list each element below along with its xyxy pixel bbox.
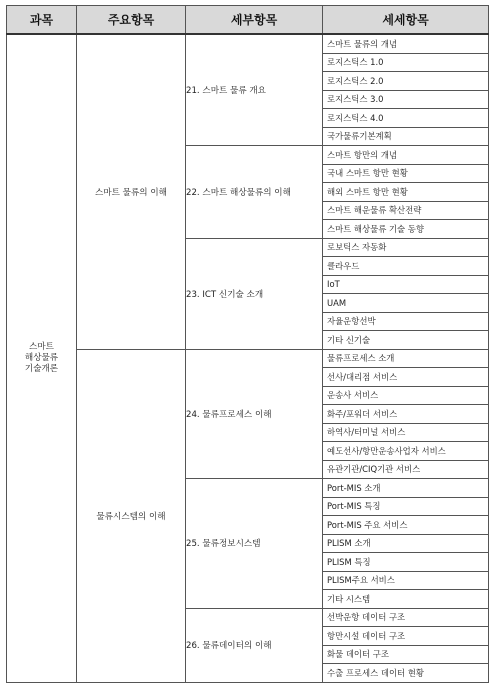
detail-item-cell: 자율운항선박 (323, 312, 489, 331)
course-cell: 스마트 해상물류 기술개론 (7, 34, 77, 682)
table-row (7, 34, 489, 53)
detail-item-cell: UAM (323, 294, 489, 313)
detail-item-cell: 해외 스마트 항만 현황 (323, 183, 489, 202)
detail-item-cell: 스마트 해상물류 기술 동향 (323, 220, 489, 239)
sub-item-cell: 24. 물류프로세스 이해 (186, 349, 323, 479)
detail-item-cell: 선박운항 데이터 구조 (323, 608, 489, 627)
detail-item-cell: 기타 시스템 (323, 590, 489, 609)
detail-item-cell: 화물 데이터 구조 (323, 645, 489, 664)
detail-item-cell: 스마트 항만의 개념 (323, 146, 489, 165)
detail-item-cell: 국내 스마트 항만 현황 (323, 164, 489, 183)
detail-item-cell: 기타 신기술 (323, 331, 489, 350)
sub-item-cell: 21. 스마트 물류 개요 (186, 34, 323, 146)
detail-item-cell: IoT (323, 275, 489, 294)
detail-item-cell: 로지스틱스 2.0 (323, 72, 489, 91)
detail-item-cell: 로지스틱스 1.0 (323, 53, 489, 72)
table-row (7, 349, 489, 368)
detail-item-cell: PLISM주요 서비스 (323, 571, 489, 590)
main-item-cell: 물류시스템의 이해 (77, 349, 186, 682)
curriculum-table (6, 5, 489, 683)
detail-item-cell: Port-MIS 특징 (323, 497, 489, 516)
main-item-cell: 스마트 물류의 이해 (77, 34, 186, 349)
detail-item-cell: 국가물류기본계획 (323, 127, 489, 146)
detail-item-cell: 로지스틱스 3.0 (323, 90, 489, 109)
detail-item-cell: 유관기관/CIQ기관 서비스 (323, 460, 489, 479)
detail-item-cell: 클라우드 (323, 257, 489, 276)
detail-item-cell: Port-MIS 주요 서비스 (323, 516, 489, 535)
detail-item-cell: 수출 프로세스 데이터 현황 (323, 664, 489, 683)
detail-item-cell: PLISM 특징 (323, 553, 489, 572)
detail-item-cell: 화주/포워더 서비스 (323, 405, 489, 424)
detail-item-cell: 스마트 해운물류 확산전략 (323, 201, 489, 220)
detail-item-cell: PLISM 소개 (323, 534, 489, 553)
detail-item-cell: 로보틱스 자동화 (323, 238, 489, 257)
sub-item-cell: 25. 물류정보시스템 (186, 479, 323, 609)
sub-item-cell: 23. ICT 신기술 소개 (186, 238, 323, 349)
detail-item-cell: 예도선사/항만운송사업자 서비스 (323, 442, 489, 461)
detail-item-cell: Port-MIS 소개 (323, 479, 489, 498)
detail-item-cell: 항만시설 데이터 구조 (323, 627, 489, 646)
detail-item-cell: 운송사 서비스 (323, 386, 489, 405)
detail-item-cell: 하역사/터미널 서비스 (323, 423, 489, 442)
header-course: 과목 (7, 6, 77, 35)
sub-item-cell: 26. 물류데이터의 이해 (186, 608, 323, 682)
detail-item-cell: 로지스틱스 4.0 (323, 109, 489, 128)
detail-item-cell: 선사/대리점 서비스 (323, 368, 489, 387)
detail-item-cell: 스마트 물류의 개념 (323, 34, 489, 53)
table-body (7, 34, 489, 682)
header-row (7, 6, 489, 35)
header-main-item: 주요항목 (77, 6, 186, 35)
header-sub-item: 세부항목 (186, 6, 323, 35)
header-detail-item: 세세항목 (323, 6, 489, 35)
detail-item-cell: 물류프로세스 소개 (323, 349, 489, 368)
sub-item-cell: 22. 스마트 해상물류의 이해 (186, 146, 323, 239)
